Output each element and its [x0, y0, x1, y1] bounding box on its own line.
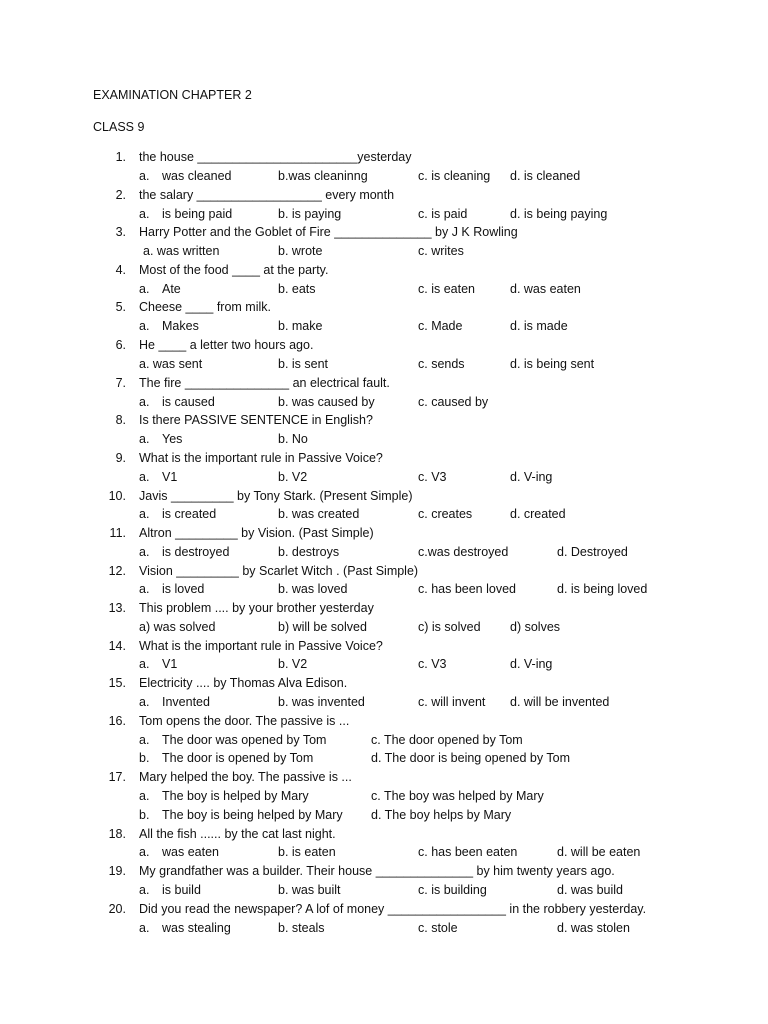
option-marker: a.: [139, 319, 150, 333]
question-line: [0, 601, 768, 619]
question-line: [0, 413, 768, 431]
option-text: a) was solved: [139, 620, 216, 634]
option-text: c. V3: [418, 657, 447, 671]
option-text: d. is cleaned: [510, 169, 581, 183]
question-number: 13.: [108, 601, 126, 615]
options-line: [0, 545, 768, 563]
options-line: [0, 657, 768, 675]
option-text: d. will be eaten: [557, 845, 641, 859]
option-text: is loved: [162, 582, 205, 596]
option-text: Yes: [162, 432, 183, 446]
option-text: d. is being loved: [557, 582, 648, 596]
option-marker: b.: [139, 751, 150, 765]
option-text: c. has been eaten: [418, 845, 518, 859]
option-marker: a.: [139, 470, 150, 484]
question-text: Mary helped the boy. The passive is ...: [139, 770, 352, 784]
question-number: 11.: [109, 526, 126, 540]
question-text: the salary __________________ every month: [139, 188, 395, 202]
question-line: [0, 300, 768, 318]
option-marker: a.: [139, 921, 150, 935]
option-text: d. V-ing: [510, 657, 553, 671]
option-text: d. will be invented: [510, 695, 610, 709]
option-text: b. V2: [278, 657, 308, 671]
option-text: d. created: [510, 507, 566, 521]
question-text: Electricity .... by Thomas Alva Edison.: [139, 676, 348, 690]
options-line: [0, 751, 768, 769]
question-line: [0, 827, 768, 845]
question-text: Altron _________ by Vision. (Past Simple): [139, 526, 374, 540]
options-line: [0, 395, 768, 413]
option-text: b. No: [278, 432, 308, 446]
option-text: d. was build: [557, 883, 624, 897]
question-number: 2.: [115, 188, 126, 202]
option-marker: b.: [139, 808, 150, 822]
option-text: c. caused by: [418, 395, 489, 409]
exam-title: EXAMINATION CHAPTER 2: [93, 88, 252, 102]
question-text: Harry Potter and the Goblet of Fire ______________ by J K Rowling: [139, 225, 518, 239]
options-line: [0, 883, 768, 901]
question-line: [0, 770, 768, 788]
question-text: All the fish ...... by the cat last night.: [139, 827, 336, 841]
option-text: d. is being sent: [510, 357, 595, 371]
option-text: b. was created: [278, 507, 360, 521]
option-marker: a.: [139, 282, 150, 296]
question-line: [0, 676, 768, 694]
option-marker: a.: [139, 169, 150, 183]
question-number: 9.: [115, 451, 126, 465]
option-text: The boy is helped by Mary: [162, 789, 309, 803]
option-marker: a.: [139, 582, 150, 596]
question-text: Tom opens the door. The passive is ...: [139, 714, 350, 728]
question-text: Javis _________ by Tony Stark. (Present Simple): [139, 489, 413, 503]
question-line: [0, 489, 768, 507]
option-text: d) solves: [510, 620, 561, 634]
question-text: Cheese ____ from milk.: [139, 300, 272, 314]
option-text: Makes: [162, 319, 199, 333]
option-text: b. eats: [278, 282, 316, 296]
option-text: is build: [162, 883, 201, 897]
option-text: Invented: [162, 695, 210, 709]
option-text: c. The door opened by Tom: [371, 733, 523, 747]
question-text: My grandfather was a builder. Their house ______________ by him twenty years ago.: [139, 864, 615, 878]
option-text: c. is paid: [418, 207, 468, 221]
option-text: c.was destroyed: [418, 545, 509, 559]
question-number: 15.: [108, 676, 126, 690]
question-text: Most of the food ____ at the party.: [139, 263, 329, 277]
option-text: is caused: [162, 395, 215, 409]
option-text: d. The door is being opened by Tom: [371, 751, 570, 765]
option-text: d. Destroyed: [557, 545, 628, 559]
option-text: d. is being paying: [510, 207, 608, 221]
option-text: is created: [162, 507, 217, 521]
question-line: [0, 376, 768, 394]
options-line: [0, 282, 768, 300]
options-line: [0, 319, 768, 337]
option-text: is destroyed: [162, 545, 230, 559]
question-number: 10.: [108, 489, 126, 503]
option-text: c. Made: [418, 319, 463, 333]
option-text: The door was opened by Tom: [162, 733, 327, 747]
option-text: c. is cleaning: [418, 169, 491, 183]
option-text: b. is paying: [278, 207, 342, 221]
question-line: [0, 564, 768, 582]
option-marker: a.: [139, 657, 150, 671]
question-number: 4.: [115, 263, 126, 277]
question-number: 6.: [115, 338, 126, 352]
option-text: Ate: [162, 282, 181, 296]
option-text: V1: [162, 657, 178, 671]
question-number: 20.: [108, 902, 126, 916]
option-text: c. The boy was helped by Mary: [371, 789, 544, 803]
option-marker: a.: [139, 789, 150, 803]
option-text: c. V3: [418, 470, 447, 484]
option-marker: a.: [139, 845, 150, 859]
question-text: What is the important rule in Passive Voice?: [139, 639, 383, 653]
question-text: Is there PASSIVE SENTENCE in English?: [139, 413, 373, 427]
question-line: [0, 864, 768, 882]
option-text: b.was cleaninng: [278, 169, 368, 183]
options-line: [0, 808, 768, 826]
option-text: V1: [162, 470, 178, 484]
question-text: This problem .... by your brother yesterday: [139, 601, 374, 615]
option-text: was eaten: [162, 845, 219, 859]
option-marker: a.: [139, 207, 150, 221]
option-text: b. was caused by: [278, 395, 375, 409]
option-marker: a.: [139, 733, 150, 747]
question-text: The fire _______________ an electrical fault.: [139, 376, 390, 390]
option-text: was cleaned: [162, 169, 232, 183]
question-line: [0, 639, 768, 657]
option-text: is being paid: [162, 207, 233, 221]
options-line: [0, 244, 768, 262]
question-line: [0, 714, 768, 732]
option-text: b. steals: [278, 921, 325, 935]
option-text: c. is building: [418, 883, 487, 897]
option-text: The boy is being helped by Mary: [162, 808, 343, 822]
option-text: c. is eaten: [418, 282, 475, 296]
option-text: c. stole: [418, 921, 458, 935]
option-text: d. The boy helps by Mary: [371, 808, 512, 822]
option-text: b. was built: [278, 883, 341, 897]
option-marker: a.: [139, 695, 150, 709]
question-number: 3.: [115, 225, 126, 239]
option-text: b. V2: [278, 470, 308, 484]
option-text: b. is sent: [278, 357, 329, 371]
options-line: [0, 169, 768, 187]
options-line: [0, 733, 768, 751]
option-marker: a.: [139, 432, 150, 446]
question-line: [0, 902, 768, 920]
option-marker: a.: [139, 395, 150, 409]
option-text: was stealing: [162, 921, 231, 935]
question-number: 19.: [108, 864, 126, 878]
question-line: [0, 338, 768, 356]
option-text: b) will be solved: [278, 620, 367, 634]
option-text: b. is eaten: [278, 845, 336, 859]
question-number: 16.: [108, 714, 126, 728]
question-line: [0, 150, 768, 168]
question-number: 18.: [108, 827, 126, 841]
question-number: 5.: [115, 300, 126, 314]
question-number: 8.: [115, 413, 126, 427]
options-line: [0, 207, 768, 225]
question-number: 1.: [115, 150, 126, 164]
option-text: c. will invent: [418, 695, 486, 709]
question-text: What is the important rule in Passive Voice?: [139, 451, 383, 465]
option-text: a. was sent: [139, 357, 203, 371]
option-marker: a.: [139, 883, 150, 897]
options-line: [0, 432, 768, 450]
option-text: c) is solved: [418, 620, 481, 634]
question-text: Did you read the newspaper? A lof of money _________________ in the robbery yesterday.: [139, 902, 647, 916]
question-number: 14.: [108, 639, 126, 653]
option-text: d. was eaten: [510, 282, 581, 296]
question-text: the house _______________________yesterday: [139, 150, 412, 164]
question-line: [0, 225, 768, 243]
option-text: c. creates: [418, 507, 473, 521]
options-line: [0, 695, 768, 713]
question-text: Vision _________ by Scarlet Witch . (Past Simple): [139, 564, 419, 578]
question-number: 17.: [108, 770, 126, 784]
question-line: [0, 263, 768, 281]
option-text: b. destroys: [278, 545, 340, 559]
options-line: [0, 845, 768, 863]
options-line: [0, 470, 768, 488]
option-text: b. was invented: [278, 695, 365, 709]
option-text: b. make: [278, 319, 323, 333]
option-text: c. has been loved: [418, 582, 516, 596]
options-line: [0, 620, 768, 638]
option-text: a. was written: [143, 244, 220, 258]
option-text: d. is made: [510, 319, 568, 333]
question-line: [0, 188, 768, 206]
class-label: CLASS 9: [93, 120, 145, 134]
option-text: d. V-ing: [510, 470, 553, 484]
options-line: [0, 507, 768, 525]
option-text: b. was loved: [278, 582, 348, 596]
options-line: [0, 921, 768, 939]
question-line: [0, 526, 768, 544]
options-line: [0, 582, 768, 600]
question-text: He ____ a letter two hours ago.: [139, 338, 314, 352]
options-line: [0, 357, 768, 375]
option-text: d. was stolen: [557, 921, 630, 935]
question-number: 7.: [115, 376, 126, 390]
option-text: b. wrote: [278, 244, 323, 258]
option-marker: a.: [139, 545, 150, 559]
question-line: [0, 451, 768, 469]
question-number: 12.: [108, 564, 126, 578]
option-text: c. writes: [418, 244, 464, 258]
option-text: The door is opened by Tom: [162, 751, 314, 765]
option-text: c. sends: [418, 357, 465, 371]
options-line: [0, 789, 768, 807]
option-marker: a.: [139, 507, 150, 521]
